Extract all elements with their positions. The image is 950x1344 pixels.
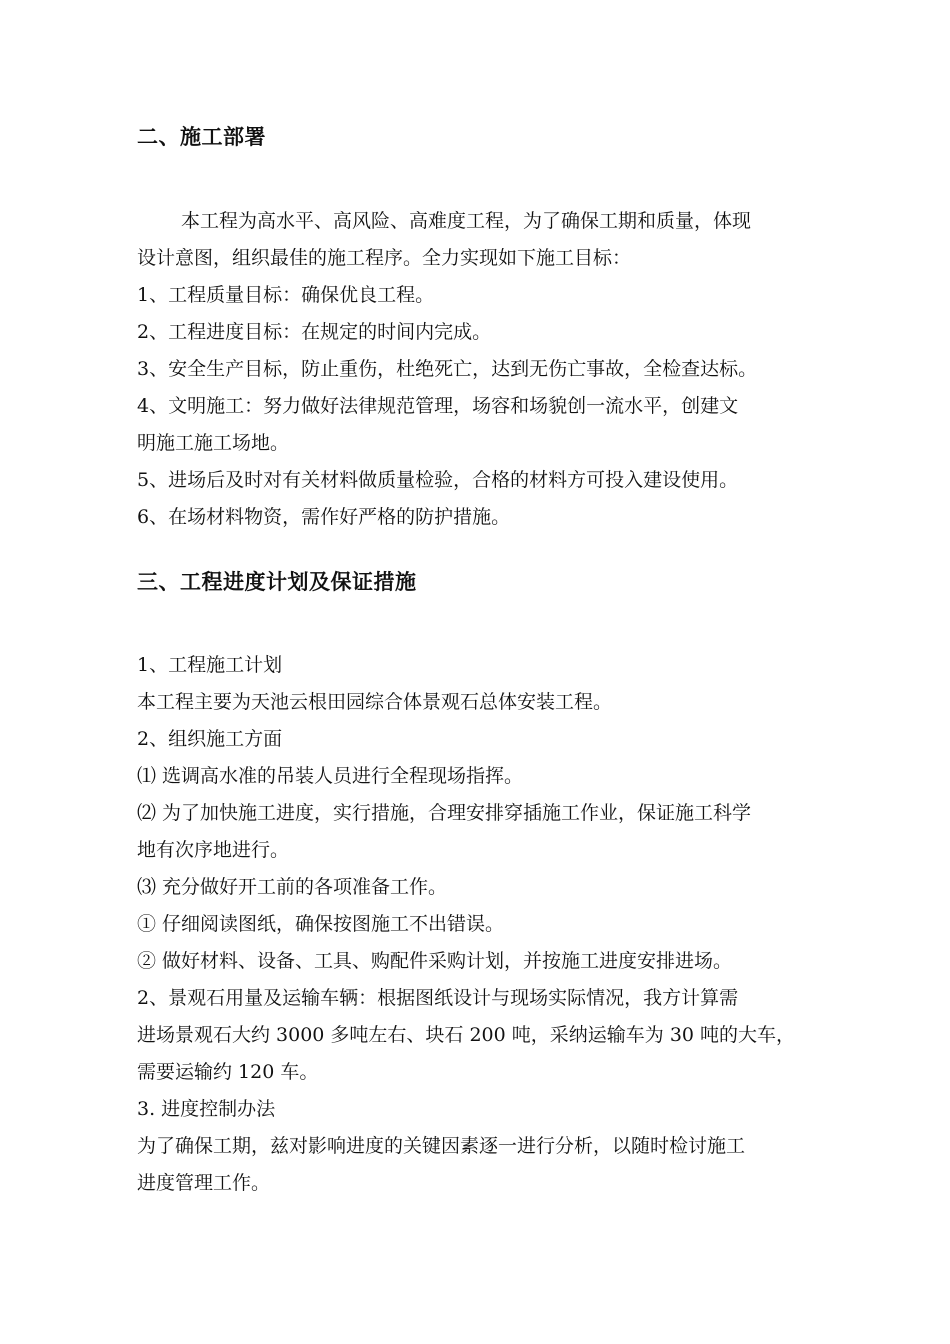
plan-line-14: 为了确保工期，兹对影响进度的关键因素逐一进行分析，以随时检讨施工 <box>137 1135 746 1157</box>
intro-line-2: 设计意图，组织最佳的施工程序。全力实现如下施工目标： <box>137 247 632 269</box>
section-2-body <box>137 203 877 536</box>
goal-item-4: 4、文明施工：努力做好法律规范管理，场容和场貌创一流水平，创建文 <box>137 395 739 417</box>
intro-line-1: 本工程为高水平、高风险、高难度工程，为了确保工期和质量，体现 <box>181 210 752 232</box>
goal-item-2: 2、工程进度目标：在规定的时间内完成。 <box>137 321 492 343</box>
goal-item-5: 5、进场后及时对有关材料做质量检验，合格的材料方可投入建设使用。 <box>137 469 739 491</box>
plan-line-12: 需要运输约 120 车。 <box>137 1061 319 1083</box>
plan-line-10: 2、景观石用量及运输车辆：根据图纸设计与现场实际情况，我方计算需 <box>137 987 739 1009</box>
plan-line-6: 地有次序地进行。 <box>137 839 290 861</box>
plan-line-7: ⑶ 充分做好开工前的各项准备工作。 <box>137 876 448 898</box>
plan-line-9: ② 做好材料、设备、工具、购配件采购计划，并按施工进度安排进场。 <box>137 950 733 972</box>
section-3-body <box>137 647 877 1202</box>
goal-item-1: 1、工程质量目标：确保优良工程。 <box>137 284 435 306</box>
plan-line-3: 2、组织施工方面 <box>137 728 283 750</box>
plan-line-8: ① 仔细阅读图纸，确保按图施工不出错误。 <box>137 913 505 935</box>
section-2-heading: 二、施工部署 <box>137 125 266 149</box>
plan-line-5: ⑵ 为了加快施工进度，实行措施，合理安排穿插施工作业，保证施工科学 <box>137 802 752 824</box>
goal-item-6: 6、在场材料物资，需作好严格的防护措施。 <box>137 506 511 528</box>
section-3-heading: 三、工程进度计划及保证措施 <box>137 570 417 594</box>
plan-line-2: 本工程主要为天池云根田园综合体景观石总体安装工程。 <box>137 691 613 713</box>
goal-item-3: 3、安全生产目标，防止重伤，杜绝死亡，达到无伤亡事故，全检查达标。 <box>137 358 758 380</box>
plan-line-15: 进度管理工作。 <box>137 1172 271 1194</box>
plan-line-4: ⑴ 选调高水准的吊装人员进行全程现场指挥。 <box>137 765 524 787</box>
plan-line-11: 进场景观石大约 3000 多吨左右、块石 200 吨，采纳运输车为 30 吨的大车， <box>137 1024 796 1046</box>
plan-line-1: 1、工程施工计划 <box>137 654 283 676</box>
plan-line-13: 3. 进度控制办法 <box>137 1098 276 1120</box>
goal-item-4-continued: 明施工施工场地。 <box>137 432 290 454</box>
